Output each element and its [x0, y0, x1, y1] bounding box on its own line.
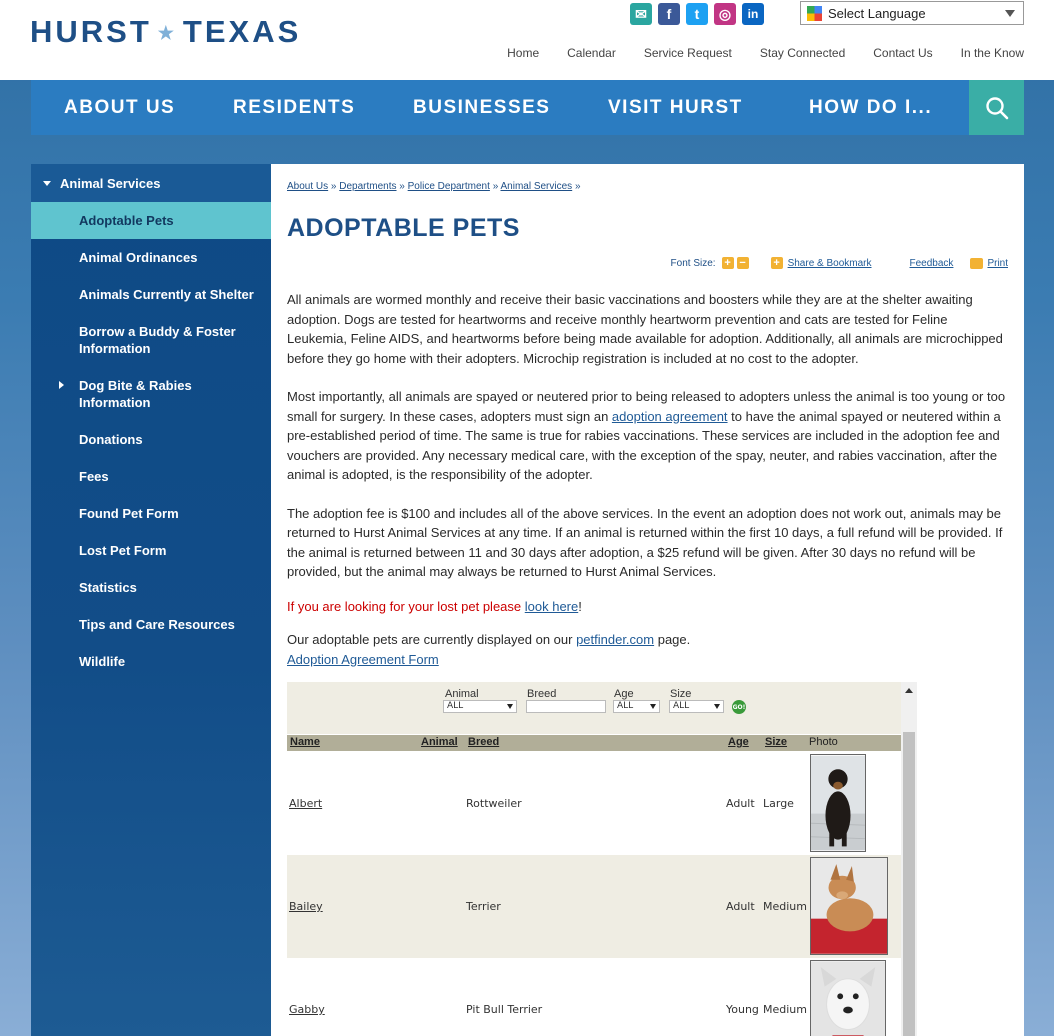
filter-animal-label: Animal	[445, 688, 479, 700]
breadcrumb-departments[interactable]: Departments	[339, 181, 397, 192]
sidebar-item-wildlife[interactable]: Wildlife	[79, 654, 126, 669]
chevron-down-icon	[714, 704, 720, 709]
util-nav-service-request[interactable]: Service Request	[643, 46, 732, 60]
filter-size-select[interactable]	[669, 700, 724, 713]
font-decrease-icon[interactable]: −	[737, 257, 749, 269]
chevron-down-icon	[507, 704, 513, 709]
instagram-icon[interactable]: ◎	[714, 3, 736, 25]
go-button[interactable]: GO!	[732, 700, 746, 714]
logo-star-icon: ★	[157, 23, 177, 44]
paragraph-petfinder	[287, 630, 1007, 669]
petfinder-link[interactable]: petfinder.com	[576, 632, 655, 647]
pet-size: Medium	[763, 900, 807, 913]
pet-size: Medium	[763, 1003, 807, 1016]
column-photo: Photo	[809, 736, 838, 748]
filter-animal-value: ALL	[447, 701, 464, 711]
breadcrumb-separator: »	[330, 181, 337, 192]
print-icon[interactable]	[970, 258, 983, 269]
pet-breed: Pit Bull Terrier	[466, 1003, 543, 1016]
lost-pet-text: If you are looking for your lost pet please	[287, 598, 525, 614]
pet-photo[interactable]	[810, 857, 888, 955]
google-translate-icon	[807, 6, 822, 21]
share-bookmark-link[interactable]: Share & Bookmark	[787, 257, 872, 269]
pet-name-link[interactable]: Gabby	[289, 1003, 325, 1016]
column-size[interactable]: Size	[765, 736, 788, 748]
utility-nav	[507, 46, 1024, 60]
search-button[interactable]	[969, 80, 1024, 135]
util-nav-home[interactable]: Home	[507, 46, 540, 60]
sidebar-item-donations[interactable]: Donations	[79, 432, 143, 447]
scroll-up-icon[interactable]	[905, 688, 913, 693]
column-name[interactable]: Name	[290, 736, 320, 748]
util-nav-calendar[interactable]: Calendar	[567, 46, 616, 60]
filter-age-select[interactable]	[613, 700, 660, 713]
sidebar-item-animals-at-shelter[interactable]: Animals Currently at Shelter	[79, 287, 254, 302]
body-text	[287, 290, 1007, 669]
table-row	[287, 958, 901, 1036]
filter-age-value: ALL	[617, 701, 634, 711]
site-logo[interactable]	[30, 14, 301, 50]
breadcrumb-separator: »	[574, 181, 581, 192]
breadcrumb-police-department[interactable]: Police Department	[407, 181, 490, 192]
pet-age: Adult	[726, 797, 755, 810]
sidebar-list	[31, 202, 271, 680]
sidebar-item-borrow-a-buddy[interactable]: Borrow a Buddy & Foster Information	[79, 324, 236, 356]
sidebar-item-tips-care[interactable]: Tips and Care Resources	[79, 617, 235, 632]
filter-breed-label: Breed	[527, 688, 557, 700]
social-links	[630, 3, 764, 25]
util-nav-contact-us[interactable]: Contact Us	[873, 46, 933, 60]
pet-photo[interactable]	[810, 960, 886, 1036]
language-select-label: Select Language	[828, 5, 926, 21]
filter-breed-input[interactable]	[526, 700, 606, 713]
pet-breed: Rottweiler	[466, 797, 522, 810]
sidebar	[31, 164, 271, 1036]
pet-photo[interactable]	[810, 754, 866, 852]
sidebar-item-fees[interactable]: Fees	[79, 469, 109, 484]
pet-filter-bar	[287, 682, 917, 734]
text-span: to have the animal spayed or neutered within a pre-established period of time. The same is true for rabies vaccinations. These services are included in the adoption fee and vouchers are provided. Any necessary medical care, with the exception of the spay, neuter, and rabies vaccination, after the animal is adopted, is the responsibility of the adopter.	[287, 408, 1001, 482]
nav-residents[interactable]: RESIDENTS	[233, 97, 356, 118]
filter-animal-select[interactable]	[443, 700, 517, 713]
caret-right-icon	[59, 381, 64, 389]
font-size-label: Font Size:	[670, 257, 716, 269]
sidebar-item-statistics[interactable]: Statistics	[79, 580, 137, 595]
linkedin-icon[interactable]: in	[742, 3, 764, 25]
pet-age: Young	[726, 1003, 759, 1016]
top-header	[0, 0, 1054, 80]
pet-size: Large	[763, 797, 794, 810]
sidebar-item-label: Dog Bite & Rabies Information	[79, 378, 192, 410]
nav-about-us[interactable]: ABOUT US	[64, 97, 176, 118]
sidebar-item-lost-pet-form[interactable]: Lost Pet Form	[79, 543, 167, 558]
pet-age: Adult	[726, 900, 755, 913]
pet-name-link[interactable]: Bailey	[289, 900, 323, 913]
text-span: !	[578, 598, 582, 614]
look-here-link[interactable]: look here	[524, 598, 579, 614]
main-content	[271, 164, 1024, 1036]
email-icon[interactable]: ✉	[630, 3, 652, 25]
sidebar-item-adoptable-pets[interactable]: Adoptable Pets	[31, 202, 271, 239]
breadcrumb-separator: »	[492, 181, 499, 192]
util-nav-stay-connected[interactable]: Stay Connected	[759, 46, 846, 60]
facebook-icon[interactable]: f	[658, 3, 680, 25]
sidebar-item-animal-ordinances[interactable]: Animal Ordinances	[79, 250, 198, 265]
print-link[interactable]: Print	[987, 257, 1008, 269]
breadcrumb-animal-services[interactable]: Animal Services	[500, 181, 573, 192]
table-row	[287, 752, 901, 855]
sidebar-item-found-pet-form[interactable]: Found Pet Form	[79, 506, 179, 521]
pets-scrollbar[interactable]	[901, 682, 917, 1036]
sidebar-section-label: Animal Services	[60, 175, 161, 191]
scrollbar-thumb[interactable]	[903, 732, 915, 1036]
search-icon	[984, 95, 1010, 121]
text-span: Our adoptable pets are currently displayed on our	[287, 632, 577, 647]
caret-down-icon	[43, 181, 51, 186]
nav-visit-hurst[interactable]: VISIT HURST	[608, 97, 743, 118]
text-span: page.	[654, 632, 691, 647]
breadcrumb	[287, 181, 581, 192]
paragraph-adoption-fee: The adoption fee is $100 and includes all of the above services. In the event an adoption does not work out, animals may be returned to Hurst Animal Services at any time. If an animal is returned within the first 10 days, a full refund will be provided. If the animal is returned between 11 and 30 days after adoption, a $25 refund will be given. After 30 days no refund will be provided, but the animal may always be returned to Hurst Animal Services.	[287, 505, 1003, 579]
sidebar-item-dog-bite-rabies[interactable]	[31, 367, 271, 421]
paragraph-spay-neuter	[287, 387, 1007, 485]
paragraph-vaccinations: All animals are wormed monthly and receive their basic vaccinations and boosters while they are at the shelter awaiting adoption. Dogs are tested for heartworms and receive monthly heartworm prevention and cats are tested for Feline Leukemia, Feline AIDS, and heartworms before being made available for adoption. Additionally, all animals are microchipped before they go home with their adopters. Microchip registration is included at no cost to the adopter.	[287, 292, 1003, 366]
logo-text-left: HURST	[30, 14, 152, 49]
font-increase-icon[interactable]: +	[722, 257, 734, 269]
twitter-icon[interactable]: t	[686, 3, 708, 25]
filter-age-label: Age	[614, 688, 634, 700]
adoption-agreement-link[interactable]: adoption agreement	[611, 408, 728, 424]
column-breed[interactable]: Breed	[468, 736, 500, 748]
adoption-agreement-form-link[interactable]: Adoption Agreement Form	[287, 651, 439, 667]
table-row	[287, 855, 901, 958]
util-nav-in-the-know[interactable]: In the Know	[960, 46, 1024, 60]
page-tools	[671, 257, 1008, 269]
pet-breed: Terrier	[466, 900, 501, 913]
chevron-down-icon	[1005, 10, 1015, 17]
paragraph-lost-pet	[287, 597, 1007, 617]
adoptable-pets-widget	[287, 682, 917, 1036]
language-select[interactable]	[800, 1, 1024, 25]
column-age[interactable]: Age	[728, 736, 749, 748]
breadcrumb-separator: »	[399, 181, 405, 192]
filter-size-value: ALL	[673, 701, 690, 711]
share-icon[interactable]: +	[771, 257, 783, 269]
filter-size-label: Size	[670, 688, 692, 700]
chevron-down-icon	[650, 704, 656, 709]
pet-name-link[interactable]: Albert	[289, 797, 323, 810]
text-span: Most importantly, all animals are spayed or neutered prior to being released to adopters unless the animal is too young or too small for surgery. In these cases, adopters must sign an	[287, 389, 1006, 424]
feedback-link[interactable]: Feedback	[909, 257, 954, 269]
breadcrumb-about-us[interactable]: About Us	[287, 181, 329, 192]
page-title: ADOPTABLE PETS	[287, 214, 520, 242]
main-nav	[31, 80, 1024, 135]
pets-table-header	[287, 735, 901, 751]
sidebar-section-animal-services[interactable]	[31, 164, 271, 202]
nav-how-do-i[interactable]: HOW DO I...	[809, 97, 933, 118]
logo-text-right: TEXAS	[182, 14, 302, 49]
nav-businesses[interactable]: BUSINESSES	[413, 97, 551, 118]
column-animal[interactable]: Animal	[421, 736, 458, 748]
